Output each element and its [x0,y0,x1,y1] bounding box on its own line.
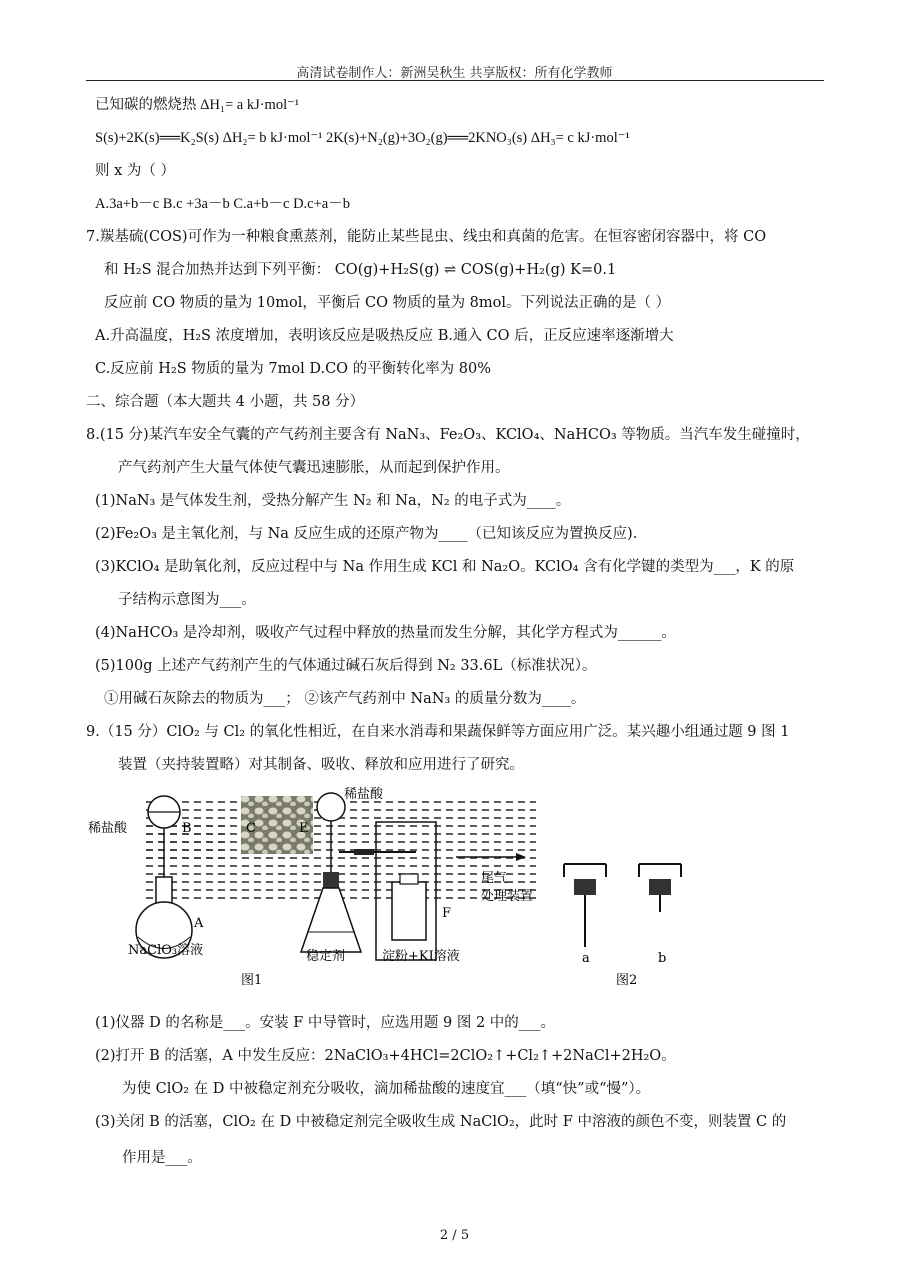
tube-b [639,864,681,912]
text-line: (1)NaN₃ 是气体发生剂，受热分解产生 N₂ 和 Na，N₂ 的电子式为____。 [95,493,571,509]
apparatus-figure [86,782,826,992]
page-number: 2 / 5 [439,1228,470,1243]
text-line: (2)打开 B 的活塞，A 中发生反应：2NaClO₃+4HCl=2ClO₂↑+Cl₂↑+2NaCl+2H₂O。 [95,1048,676,1064]
label-stabilizer: 稳定剂 [306,949,346,964]
text-line: ①用碱石灰除去的物质为___； ②该产气药剂中 NaN₃ 的质量分数为____。 [104,691,586,707]
label-ki: 淀粉+KI溶液 [382,949,460,964]
label-b: B [182,821,192,836]
option-cd: C.反应前 H₂S 物质的量为 7mol D.CO 的平衡转化率为 80% [95,361,492,377]
label-tube-b: b [658,951,667,966]
stopper [323,872,339,888]
text-line: 为使 ClO₂ 在 D 中被稳定剂充分吸收，滴加稀盐酸的速度宜___（填“快”或“慢”）。 [122,1081,651,1097]
funnel-e [317,793,345,821]
label-tube-a: a [582,951,590,966]
text-line: 已知碳的燃烧热 ΔH₁= a kJ·mol⁻¹ [95,97,300,113]
text-line: 作用是___。 [122,1150,202,1166]
question-7: 7.羰基硫(COS)可作为一种粮食熏蒸剂，能防止某些昆虫、线虫和真菌的危害。在恒容密闭容器中，将 CO [86,229,767,245]
text-line: (2)Fe₂O₃ 是主氧化剂，与 Na 反应生成的还原产物为____（已知该反应为置换反应). [95,526,638,542]
text-line: 产气药剂产生大量气体使气囊迅速膨胀，从而起到保护作用。 [118,460,510,476]
text-line: (3)关闭 B 的活塞，ClO₂ 在 D 中被稳定剂完全吸收生成 NaClO₂，此时 F 中溶液的颜色不变，则装置 C 的 [95,1114,787,1130]
question-9: 9.（15 分）ClO₂ 与 Cl₂ 的氧化性相近，在自来水消毒和果蔬保鲜等方面应用广泛。某兴趣小组通过题 9 图 1 [86,724,790,740]
label-dilute-hcl-right: 稀盐酸 [344,787,384,802]
label-e: E [299,821,309,836]
label-a-flask: A [194,916,204,931]
label-fig2: 图2 [616,973,638,988]
text-line: A.3a+b－c B.c +3a－b C.a+b－c D.c+a－b [95,196,350,212]
header-rule [86,80,824,81]
label-c: C [246,821,256,836]
text-line: S(s)+2K(s)══K₂S(s) ΔH₂= b kJ·mol⁻¹ 2K(s)+N₂(g)+3O₂(g)══2KNO₃(s) ΔH₃= c kJ·mol⁻¹ [95,130,630,146]
text-line: (3)KClO₄ 是助氧化剂，反应过程中与 Na 作用生成 KCl 和 Na₂O。KClO₄ 含有化学键的类型为___，K 的原 [95,559,795,575]
label-f: F [442,906,452,921]
page-header: 高清试卷制作人：新洲吴秋生 共享版权：所有化学教师 [296,66,613,81]
option-ab: A.升高温度，H₂S 浓度增加，表明该反应是吸热反应 B.通入 CO 后，正反应速率逐渐增大 [95,328,674,344]
text-line: (1)仪器 D 的名称是___。安装 F 中导管时，应选用题 9 图 2 中的___。 [95,1015,556,1031]
text-line: 装置（夹持装置略）对其制备、吸收、释放和应用进行了研究。 [118,757,524,773]
tube-a [564,864,606,947]
text-line: 和 H₂S 混合加热并达到下列平衡： CO(g)+H₂S(g) ⇌ COS(g)+H₂(g) K=0.1 [104,262,617,278]
label-dilute-hcl: 稀盐酸 [88,821,128,836]
bottle-f [392,882,426,940]
text-line: 则 x 为（ ） [95,163,176,179]
label-naclo3: NaClO₃溶液 [128,943,204,958]
section-heading: 二、综合题（本大题共 4 小题，共 58 分） [86,394,365,410]
text-line: 子结构示意图为___。 [118,592,256,608]
label-fig1: 图1 [241,973,263,988]
text-line: (5)100g 上述产气药剂产生的气体通过碱石灰后得到 N₂ 33.6L（标准状况）。 [95,658,597,674]
label-tail: 尾气 [481,871,508,886]
text-line: 反应前 CO 物质的量为 10mol，平衡后 CO 物质的量为 8mol。下列说法正确的是（ ） [104,295,671,311]
question-8: 8.(15 分)某汽车安全气囊的产气药剂主要含有 NaN₃、Fe₂O₃、KClO₄、NaHCO₃ 等物质。当汽车发生碰撞时， [86,427,810,443]
label-tail2: 处理装置 [481,889,534,904]
text-line: (4)NaHCO₃ 是冷却剂，吸收产气过程中释放的热量而发生分解，其化学方程式为______。 [95,625,676,641]
